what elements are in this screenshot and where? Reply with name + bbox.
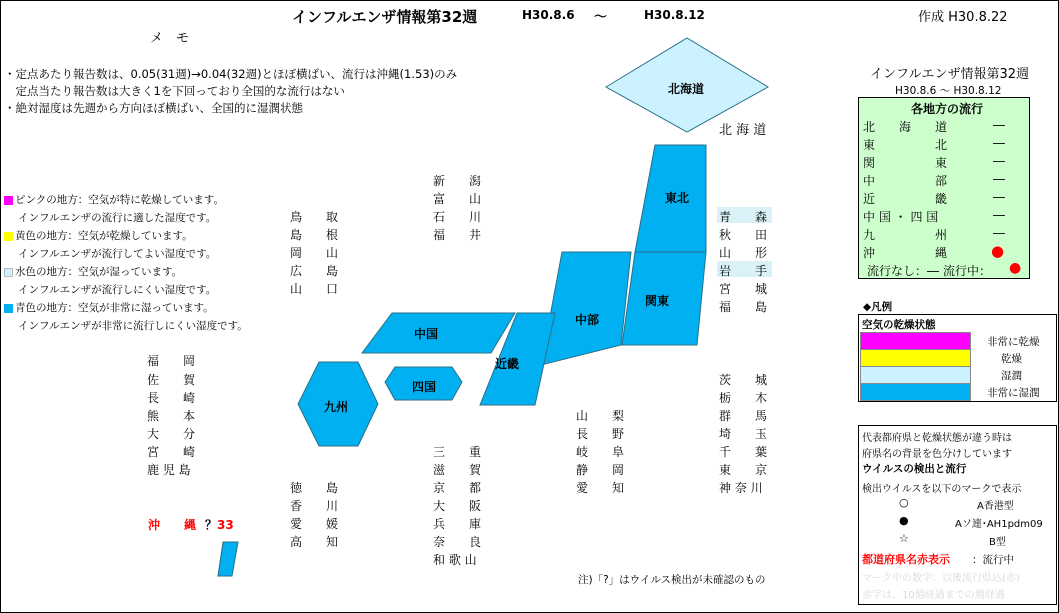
- pref-kochi: 高 知: [290, 535, 339, 549]
- status-value: ―: [993, 190, 1005, 204]
- legend-pink-desc: インフルエンザの流行に適した湿度です。: [18, 212, 217, 224]
- pref-kanagawa: 神 奈 川: [719, 481, 763, 495]
- region-label-chugoku: 中国: [414, 327, 439, 341]
- pref-aichi: 愛 知: [576, 481, 625, 495]
- status-table: [858, 97, 1030, 279]
- filled-circle-icon: ●: [899, 514, 909, 527]
- status-value: ―: [993, 154, 1005, 168]
- pref-okinawa: 沖 縄: [148, 518, 197, 532]
- pref-kagawa: 香 川: [290, 499, 339, 513]
- pref-shizuoka: 静 岡: [576, 463, 625, 477]
- region-label-kanto: 関東: [645, 294, 670, 308]
- right-dates: H30.8.6 ～ H30.8.12: [895, 85, 1002, 97]
- pref-hiroshima: 広 島: [290, 264, 339, 278]
- status-region: 中 国 ・ 四 国: [863, 210, 939, 224]
- red-label: 都道府県名赤表示: [862, 553, 950, 566]
- pref-fukushima: 福 島: [719, 300, 768, 314]
- status-value: ―: [993, 208, 1005, 222]
- pref-shimane: 島 根: [290, 228, 339, 242]
- very-wet-swatch: [860, 383, 971, 401]
- region-label-hokkaido: 北海道: [668, 82, 705, 96]
- status-region: 北 海 道: [863, 120, 948, 134]
- pref-hokkaido: 北 海 道: [719, 123, 767, 138]
- faint-note2: 赤字は、10週経過までの週経過: [862, 590, 1005, 601]
- legend-heading: ◆凡例: [863, 301, 893, 313]
- pref-akita: 秋 田: [719, 228, 768, 242]
- star-icon: ☆: [899, 532, 909, 545]
- pref-okayama: 岡 山: [290, 246, 339, 260]
- region-chugoku[interactable]: [362, 313, 515, 353]
- dry-swatch: [860, 349, 971, 367]
- memo-line: ・絶対湿度は先週から方向ほぼ横ばい、全国的に湿潤状態: [4, 101, 303, 115]
- pref-mie: 三 重: [433, 445, 482, 459]
- dryness-heading: 空気の乾燥状態: [862, 319, 936, 331]
- pref-ibaraki: 茨 城: [719, 373, 768, 387]
- date-tilde: ～: [594, 10, 608, 25]
- pref-tokyo: 東 京: [719, 463, 768, 477]
- wet-label: 湿潤: [1001, 370, 1022, 382]
- legend-blue-desc: インフルエンザが非常に流行しにくい湿度です。: [18, 320, 248, 332]
- legend-pink: ピンクの地方：空気が特に乾燥しています。: [4, 192, 224, 207]
- wet-swatch: [860, 366, 971, 384]
- pref-yamanashi: 山 梨: [576, 409, 625, 423]
- pref-oita: 大 分: [147, 427, 196, 441]
- region-label-kinki: 近畿: [495, 357, 520, 371]
- pref-tochigi: 栃 木: [719, 391, 768, 405]
- legend-note2: 府県名の背景を色分けしています: [862, 449, 1012, 460]
- date-to: H30.8.12: [644, 8, 705, 22]
- pref-tottori: 鳥 取: [290, 210, 339, 224]
- status-region: 近 畿: [863, 192, 948, 206]
- pref-gifu: 岐 阜: [576, 445, 625, 459]
- region-okinawa[interactable]: [218, 542, 238, 576]
- footnote: 注)「?」はウイルス検出が未確認のもの: [578, 574, 766, 586]
- status-value-active: ●: [991, 242, 1005, 260]
- virus-heading: ウイルスの検出と流行: [862, 463, 967, 475]
- pref-yamaguchi: 山 口: [290, 282, 339, 296]
- pref-nagasaki: 長 崎: [147, 391, 196, 405]
- legend-yellow: 黄色の地方：空気が乾燥しています。: [4, 228, 193, 243]
- pref-kyoto: 京 都: [433, 481, 482, 495]
- legend-yellow-desc: インフルエンザが流行してよい湿度です。: [18, 248, 217, 260]
- status-footer-none: 流行なし：―: [867, 264, 940, 278]
- pref-niigata: 新 潟: [433, 174, 482, 188]
- dryness-legend: [858, 314, 1057, 402]
- status-region: 九 州: [863, 228, 948, 242]
- dry-label: 乾燥: [1001, 353, 1022, 365]
- red-desc: ：流行中: [972, 554, 1014, 566]
- pref-saitama: 埼 玉: [719, 427, 768, 441]
- region-label-shikoku: 四国: [412, 380, 437, 394]
- status-value: ―: [993, 118, 1005, 132]
- virus-legend: [858, 425, 1057, 605]
- pref-osaka: 大 阪: [433, 499, 482, 513]
- pref-nara: 奈 良: [433, 535, 482, 549]
- status-value: ―: [993, 172, 1005, 186]
- pref-fukuoka: 福 岡: [147, 354, 196, 368]
- pref-miyagi: 宮 城: [719, 282, 768, 296]
- memo-heading: メ モ: [150, 31, 190, 46]
- status-region: 東 北: [863, 138, 948, 152]
- pref-hyogo: 兵 庫: [433, 517, 482, 531]
- legend-lightblue-desc: インフルエンザが流行しにくい湿度です。: [18, 284, 217, 296]
- legend-blue: 青色の地方：空気が非常に湿っています。: [4, 300, 214, 315]
- circle-icon: ○: [899, 496, 909, 509]
- pref-nagano: 長 野: [576, 427, 625, 441]
- virus-desc: 検出ウイルスを以下のマークで表示: [862, 484, 1022, 495]
- faint-note1: マーク中の数字：以後流行県込(赤): [862, 573, 1020, 584]
- legend-note1: 代表都府県と乾燥状態が違う時は: [862, 433, 1012, 444]
- status-heading: 各地方の流行: [911, 102, 984, 116]
- status-region: 中 部: [863, 174, 948, 188]
- status-region: 関 東: [863, 156, 948, 170]
- region-label-tohoku: 東北: [665, 191, 690, 205]
- status-footer-active: 流行中：: [943, 264, 992, 278]
- pref-miyazaki: 宮 崎: [147, 445, 196, 459]
- pref-iwate: 岩 手: [719, 264, 768, 278]
- virus-label: Aソ連･AH1pdm09: [955, 519, 1043, 530]
- pref-chiba: 千 葉: [719, 445, 768, 459]
- pref-gunma: 群 馬: [719, 409, 768, 423]
- okinawa-virus-mark: ？33: [205, 518, 234, 532]
- very-dry-swatch: [860, 332, 971, 350]
- pref-kumamoto: 熊 本: [147, 409, 196, 423]
- pref-toyama: 富 山: [433, 192, 482, 206]
- pref-kagoshima: 鹿 児 島: [147, 463, 191, 477]
- pref-yamagata: 山 形: [719, 246, 768, 260]
- right-title: インフルエンザ情報第32週: [870, 67, 1030, 82]
- pref-shiga: 滋 賀: [433, 463, 482, 477]
- memo-line: 定点当たり報告数は大きく1を下回っており全国的な流行はない: [4, 84, 345, 98]
- status-value: ―: [993, 136, 1005, 150]
- pref-tokushima: 徳 島: [290, 481, 339, 495]
- very-dry-label: 非常に乾燥: [987, 336, 1040, 348]
- pref-ishikawa: 石 川: [433, 210, 482, 224]
- status-region: 沖 縄: [863, 246, 948, 260]
- status-value: ―: [993, 226, 1005, 240]
- active-dot-icon: ●: [1009, 260, 1022, 276]
- pref-saga: 佐 賀: [147, 373, 196, 387]
- legend-lightblue: 水色の地方：空気が湿っています。: [4, 264, 182, 279]
- region-label-kyushu: 九州: [324, 400, 349, 414]
- region-chubu[interactable]: [541, 252, 631, 365]
- pref-aomori: 青 森: [719, 210, 768, 224]
- region-label-chubu: 中部: [575, 313, 600, 327]
- created-date: 作成 H30.8.22: [918, 10, 1008, 25]
- pref-wakayama: 和 歌 山: [433, 553, 477, 567]
- virus-label: B型: [989, 537, 1006, 548]
- memo-line: ・定点あたり報告数は、0.05(31週)→0.04(32週)とほぼ横ばい、流行は沖縄(1.53)のみ: [4, 67, 458, 81]
- virus-label: A香港型: [977, 501, 1014, 512]
- page-title: インフルエンザ情報第32週: [292, 8, 478, 26]
- pref-ehime: 愛 媛: [290, 517, 339, 531]
- very-wet-label: 非常に湿潤: [987, 387, 1040, 399]
- pref-fukui: 福 井: [433, 228, 482, 242]
- date-from: H30.8.6: [522, 8, 575, 22]
